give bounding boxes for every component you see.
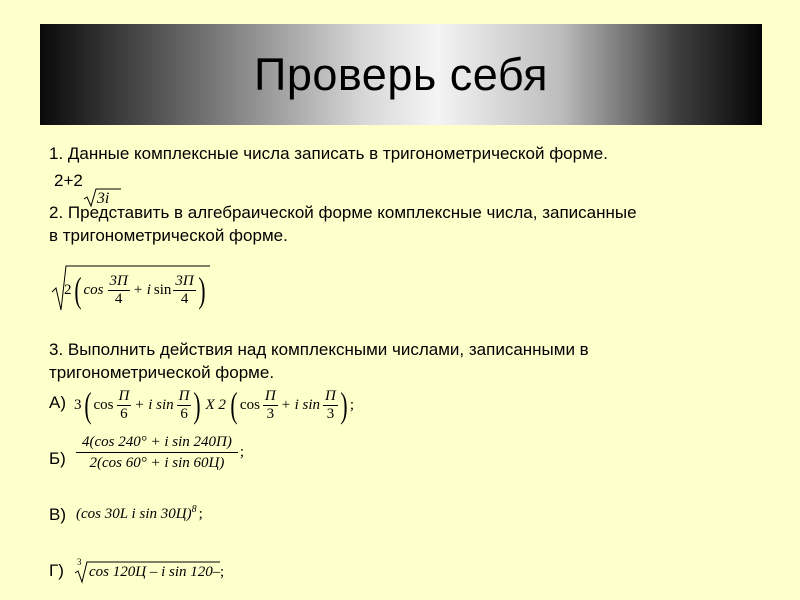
task3-line1: 3. Выполнить действия над комплексными числами, записанными в	[49, 340, 589, 359]
frac	[177, 388, 192, 423]
task3-a-label: А)	[49, 393, 66, 412]
expr-text: (cos 30L i sin 30Ц)	[76, 506, 192, 522]
semicolon: ;	[239, 444, 245, 460]
frac-denominator: 4	[114, 290, 123, 307]
task3-b-label: Б)	[49, 449, 66, 468]
paren-close: )	[198, 270, 206, 310]
paren-open: (	[230, 385, 238, 425]
cos-text: cos	[93, 396, 114, 413]
task1-expr-prefix: 2+2	[54, 171, 83, 190]
paren-close: )	[193, 385, 202, 425]
frac	[76, 432, 238, 473]
frac-denominator: 6	[180, 405, 188, 422]
task2-formula	[50, 262, 220, 314]
paren-close: )	[340, 385, 348, 425]
frac-denominator: 4	[180, 290, 189, 307]
task1-expr	[54, 170, 121, 207]
task2-line2: в тригонометрической форме.	[49, 226, 288, 245]
task2-plus-i: + i	[132, 281, 151, 298]
frac-numerator: П	[264, 387, 276, 404]
frac-denominator: 3	[266, 405, 275, 422]
task1-radicand: 3i	[96, 190, 110, 207]
frac	[263, 388, 278, 423]
plus-i-sin: + i sin	[134, 396, 174, 413]
task1-text: 1. Данные комплексные числа записать в тригонометрической форме.	[49, 144, 608, 163]
frac	[323, 388, 338, 423]
task2-cos: cos	[83, 281, 104, 298]
title-banner	[40, 24, 762, 125]
power-text: 8	[191, 504, 197, 515]
frac-denominator: 2(cos 60° + i sin 60Ц)	[89, 455, 225, 471]
frac-numerator: П	[325, 387, 336, 404]
coef: 3	[74, 396, 82, 413]
cos-text: cos	[239, 396, 260, 413]
task3-b-formula	[76, 432, 244, 473]
frac-numerator: 3П	[175, 272, 194, 289]
semicolon: ;	[198, 506, 203, 522]
semicolon: ;	[349, 396, 355, 413]
task3-g-formula	[74, 556, 244, 586]
task2-sin: sin	[153, 281, 172, 298]
task3-v-label: В)	[49, 505, 66, 524]
expr-text: cos 120Ц – i sin 120–	[89, 564, 221, 580]
task3-g-label: Г)	[49, 561, 64, 580]
frac-denominator: 6	[120, 405, 128, 422]
task2-frac1	[108, 273, 130, 308]
task3-line2: тригонометрической форме.	[49, 363, 275, 382]
task2-frac2	[173, 273, 195, 308]
task3-v-formula	[76, 504, 203, 523]
frac-numerator: П	[178, 387, 190, 404]
frac-denominator: 3	[326, 405, 335, 422]
frac-numerator: 4(cos 240° + i sin 240П)	[76, 432, 238, 453]
task3-a-formula	[74, 381, 354, 429]
frac-numerator: П	[118, 387, 130, 404]
task2-line1: 2. Представить в алгебраической форме комплексные числа, записанные	[49, 203, 637, 222]
task2-coef: 2	[64, 281, 72, 298]
frac	[117, 388, 132, 423]
root-index: 3	[77, 557, 82, 567]
paren-open: (	[83, 385, 92, 425]
semicolon: ;	[220, 564, 225, 580]
times-text: X 2	[205, 396, 226, 413]
page-title: Проверь себя	[254, 48, 548, 100]
frac-numerator: 3П	[109, 272, 128, 289]
paren-open: (	[73, 270, 82, 310]
plus-i-sin: + i sin	[280, 396, 321, 413]
